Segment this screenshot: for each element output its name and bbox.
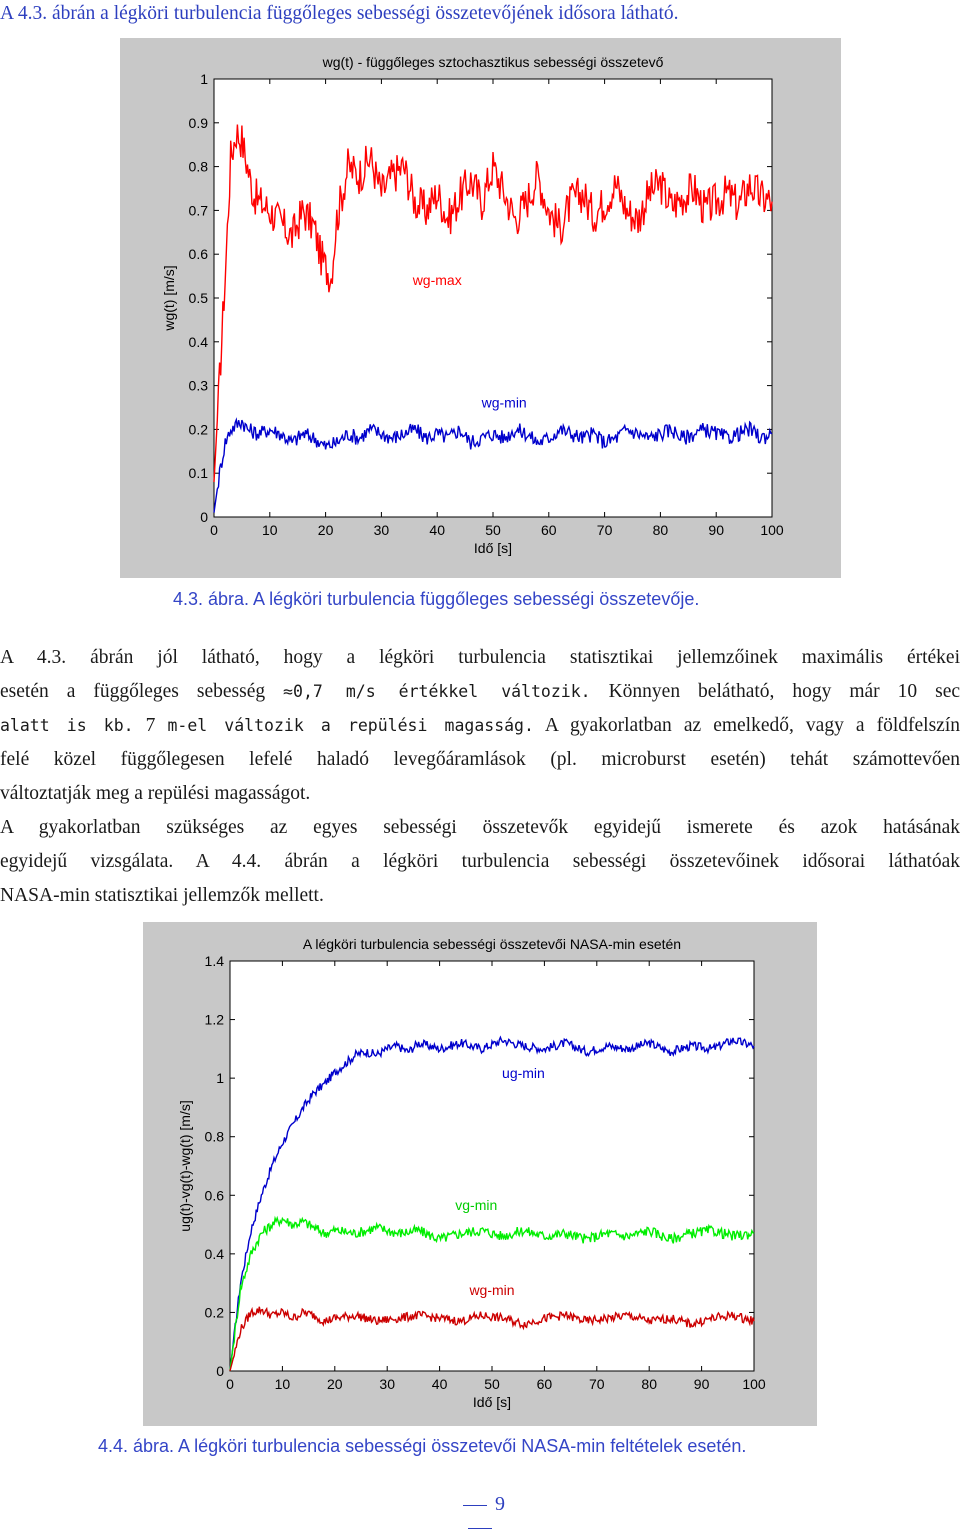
x-tick-label: 90: [708, 522, 724, 538]
chart-wg: [120, 38, 841, 578]
chart-title: wg(t) - függőleges sztochasztikus sebességi összetevő: [322, 54, 664, 70]
text-run: 7: [133, 715, 168, 736]
x-tick-label: 90: [693, 1376, 710, 1392]
text-run: ≈0,7 m/s értékkel változik.: [283, 682, 591, 701]
y-tick-label: 0.6: [188, 246, 208, 263]
paragraph-line: [0, 811, 960, 845]
x-tick-label: 50: [485, 522, 501, 538]
text-run: változtatják meg a repülési magasságot.: [0, 783, 311, 804]
paragraph-line: [0, 709, 960, 743]
text-run: A gyakorlatban szükséges az egyes sebességi összetevők egyidejű ismerete és azok hatásának: [0, 817, 960, 838]
x-tick-label: 50: [484, 1376, 500, 1392]
y-tick-label: 1: [200, 71, 208, 87]
paragraph-line: [0, 879, 960, 913]
x-tick-label: 0: [210, 522, 218, 538]
text-run: egyidejű vizsgálata. A 4.4. ábrán a légköri turbulencia sebességi összetevőinek idősorai láthatóak: [0, 851, 960, 872]
y-tick-label: 0: [216, 1363, 224, 1379]
x-tick-label: 100: [760, 522, 784, 538]
text-run: NASA-min statisztikai jellemzők mellett.: [0, 885, 324, 906]
x-tick-label: 30: [373, 522, 390, 538]
chart-nasa-min: [143, 922, 817, 1426]
x-tick-label: 70: [596, 522, 613, 538]
x-axis-label: Idő [s]: [472, 1394, 512, 1410]
x-tick-label: 80: [652, 522, 669, 538]
figure-2-caption: 4.4. ábra. A légköri turbulencia sebességi összetevői NASA-min feltételek esetén.: [98, 1436, 747, 1456]
x-axis-label: Idő [s]: [473, 540, 513, 556]
y-tick-label: 0.2: [188, 421, 208, 438]
paragraph-line: [0, 743, 960, 777]
plot-area: [214, 79, 772, 517]
paragraph-line: [0, 777, 960, 811]
series-label: vg-min: [455, 1196, 498, 1213]
x-tick-label: 40: [429, 522, 445, 538]
x-tick-label: 60: [541, 522, 557, 538]
x-tick-label: 20: [317, 522, 334, 538]
chart-title: A légköri turbulencia sebességi összetevői NASA-min esetén: [302, 936, 682, 952]
x-tick-label: 40: [431, 1376, 448, 1392]
page-number: 9: [440, 1493, 520, 1539]
y-axis-label: wg(t) [m/s]: [161, 265, 177, 331]
paragraph-line: [0, 845, 960, 879]
y-tick-label: 1: [216, 1070, 224, 1087]
text-run: A 4.3. ábrán jól látható, hogy a légköri turbulencia statisztikai jellemzőinek maximális értékei: [0, 647, 960, 668]
y-tick-label: 0.4: [188, 333, 208, 350]
x-tick-label: 0: [226, 1376, 234, 1392]
y-tick-label: 0.3: [188, 377, 208, 394]
text-run: Könnyen belátható, hogy már 10 sec: [590, 681, 960, 702]
x-tick-label: 20: [327, 1376, 343, 1392]
text-run: A gyakorlatban az emelkedő, vagy a földfelszín: [533, 715, 960, 736]
series-label: ug-min: [502, 1065, 545, 1082]
intro-text: A 4.3. ábrán a légköri turbulencia függőleges sebességi összetevőjének idősora látható.: [0, 3, 679, 24]
series-label: wg-max: [412, 271, 462, 288]
x-tick-label: 100: [742, 1376, 766, 1392]
text-run: esetén a függőleges sebesség: [0, 681, 284, 702]
y-tick-label: 0.5: [188, 290, 208, 306]
x-tick-label: 30: [379, 1376, 395, 1392]
y-tick-label: 1.2: [204, 1011, 224, 1028]
y-tick-label: 0.8: [188, 158, 208, 175]
paragraph-line: [0, 641, 960, 675]
plot-area: [230, 961, 754, 1371]
y-tick-label: 0.6: [204, 1187, 224, 1204]
figure-1: [120, 38, 841, 578]
y-tick-label: 0.4: [204, 1245, 224, 1262]
y-tick-label: 0.8: [204, 1128, 224, 1145]
x-tick-label: 80: [641, 1376, 657, 1392]
text-run: felé közel függőlegesen lefelé haladó levegőáramlások (pl. microburst esetén) tehát számottevően: [0, 749, 960, 770]
text-run: alatt is kb.: [0, 716, 134, 735]
series-label: wg-min: [469, 1281, 515, 1298]
body-paragraph-1: [0, 641, 960, 811]
figure-1-caption: 4.3. ábra. A légköri turbulencia függőleges sebességi összetevője.: [173, 589, 700, 609]
y-axis-label: ug(t)-vg(t)-wg(t) [m/s]: [177, 1100, 193, 1232]
text-run: m-el változik a repülési magasság.: [167, 716, 534, 735]
x-tick-label: 60: [536, 1376, 553, 1392]
y-tick-label: 0.7: [188, 202, 208, 219]
y-tick-label: 0: [200, 509, 208, 525]
paragraph-line: [0, 675, 960, 709]
x-tick-label: 10: [262, 522, 278, 538]
x-tick-label: 10: [274, 1376, 291, 1392]
y-tick-label: 0.1: [188, 465, 208, 482]
y-tick-label: 0.9: [188, 114, 208, 131]
series-label: wg-min: [481, 394, 527, 411]
x-tick-label: 70: [589, 1376, 605, 1392]
body-paragraph-2: [0, 811, 960, 913]
y-tick-label: 0.2: [204, 1304, 224, 1321]
figure-2: [143, 922, 817, 1426]
y-tick-label: 1.4: [204, 953, 224, 969]
